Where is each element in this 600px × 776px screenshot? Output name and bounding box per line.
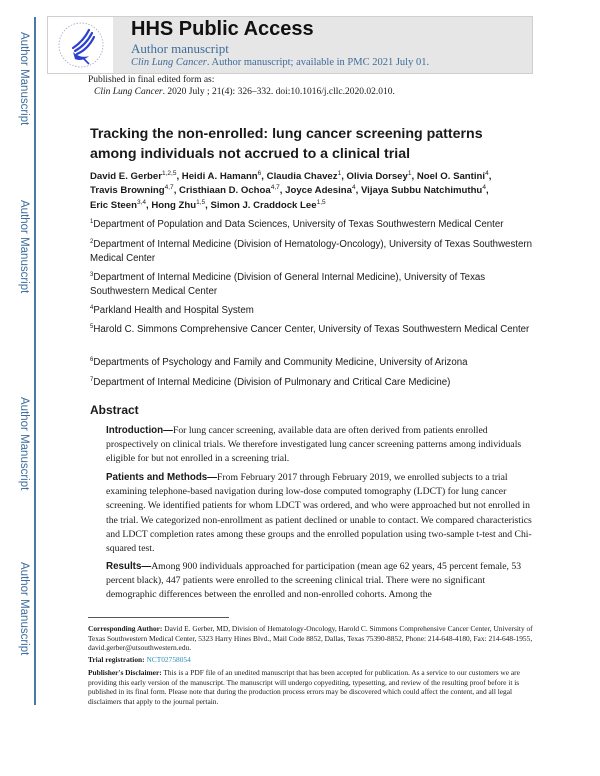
header-subtitle: Author manuscript	[131, 41, 229, 56]
trial-registration-link[interactable]: NCT02758054	[146, 655, 191, 664]
affiliation: $^2$Department of Internal Medicine (Division of Hematology-Oncology), University of Texas Southwestern Medical Center	[90, 239, 532, 264]
footnote-divider	[88, 617, 229, 618]
affiliation: $^1$Department of Population and Data Sciences, University of Texas Southwestern Medical Center	[90, 219, 504, 230]
corresponding-author: Corresponding Author: David E. Gerber, MD, Division of Hematology-Oncology, Harold C. Simmons Comprehensive Cancer Center, University of Texas Southwestern Medical Center, 5323 Harry Hines Blvd., Mail Code 8852, Dallas, Texas 75390-8852, Phone: 214-648-4180, Fax: 214-648-1955, david.gerber@utsouthwestern.edu.	[88, 624, 533, 653]
author: Hong Zhu	[151, 199, 197, 211]
affiliation: $^7$Department of Internal Medicine (Division of Pulmonary and Critical Care Medicine)	[90, 377, 451, 388]
affiliation: $^5$Harold C. Simmons Comprehensive Cancer Center, University of Texas Southwestern Medical Center	[90, 324, 530, 335]
publisher-disclaimer: Publisher's Disclaimer: This is a PDF file of an unedited manuscript that has been accepted for publication. As a service to our customers we are providing this early version of the manuscript. The manuscript will undergo copyediting, typesetting, and review of the resulting proof before it is published in its final form. Please note that during the production process errors may be discovered which could affect the content, and all legal disclaimers that apply to the journal pertain.	[88, 668, 520, 706]
abstract-heading: Abstract	[90, 403, 139, 417]
author: Eric Steen	[90, 199, 137, 211]
author: Olivia Dorsey	[346, 171, 408, 182]
abstract-patients-methods: Patients and Methods—From February 2017 through February 2019, we enrolled subjects to a trial examining telephone-based navigation during low-dose computed tomography (LDCT) for lung cancer screening. We identified patients for whom LDCT was ordered, and who were approached but not enrolled in the trial. We categorized non-enrollment as patient declined or unable to contact. We compared characteristics and LDCT completion rates among these groups and the enrolled population using two-sample t-test and Chi-squared test.	[106, 472, 532, 555]
author: David E. Gerber	[90, 171, 162, 182]
author: Joyce Adesina	[285, 185, 352, 197]
author: Claudia Chavez	[266, 171, 338, 182]
affiliation: $^3$Department of Internal Medicine (Division of General Internal Medicine), University of Texas Southwestern Medical Center	[90, 272, 486, 297]
sidebar-divider	[34, 17, 36, 705]
sidebar-label-author-manuscript: Author Manuscript	[18, 397, 30, 491]
affiliation: $^4$Parkland Health and Hospital System	[90, 305, 254, 316]
hhs-eagle-seal-icon	[49, 18, 113, 72]
abstract-results: Results—Among 900 individuals approached for participation (mean age 62 years, 45 percent female, 53 percent black), 447 patients were enrolled to the screening clinical trial. There were no significant demographic differences between the enrolled and non-enrolled cohorts. Among the	[106, 561, 522, 601]
sidebar-label-author-manuscript: Author Manuscript	[18, 562, 30, 656]
abstract-introduction: Introduction—For lung cancer screening, available data are often derived from patients enrolled prospectively on clinical trials. We therefore investigated lung cancer screening patterns among individuals eligible for but not enrolled in a screening trial.	[106, 425, 522, 465]
citation: Clin Lung Cancer. 2020 July ; 21(4): 326–332. doi:10.1016/j.cllc.2020.02.010.	[94, 87, 395, 97]
author: Travis Browning	[90, 185, 165, 197]
author: Simon J. Craddock Lee	[210, 199, 317, 211]
header-title: HHS Public Access	[131, 18, 314, 40]
header-info-panel	[113, 17, 532, 73]
author: Cristhiaan D. Ochoa	[179, 185, 271, 197]
hhs-header-banner	[47, 16, 533, 74]
author-list: David E. Gerber$^{1,2,5}$, Heidi A. Hamann$^6$, Claudia Chavez$^1$, Olivia Dorsey$^1$, Noel O. Santini$^4$, Travis Browning$^{4,7}$, Cristhiaan D. Ochoa$^{4,7}$, Joyce Adesina$^4$, Vijaya Subbu Natchimuthu$^4$, Eric Steen$^{3,4}$, Hong Zhu$^{1,5}$, Simon J. Craddock Lee$^{1,5}$	[90, 170, 492, 211]
article-title: Tracking the non-enrolled: lung cancer screening patterns among individuals not accrued to a clinical trial	[90, 126, 483, 162]
author: Heidi A. Hamann	[181, 171, 258, 182]
affiliation: $^6$Departments of Psychology and Family and Community Medicine, University of Arizona	[90, 357, 468, 368]
sidebar-label-author-manuscript: Author Manuscript	[18, 200, 30, 294]
author: Vijaya Subbu Natchimuthu	[360, 185, 483, 197]
sidebar-label-author-manuscript: Author Manuscript	[18, 32, 30, 126]
published-label: Published in final edited form as:	[88, 75, 215, 85]
trial-registration: Trial registration: NCT02758054	[88, 655, 191, 664]
author: Noel O. Santini	[416, 171, 486, 182]
header-availability: Clin Lung Cancer. Author manuscript; available in PMC 2021 July 01.	[131, 57, 430, 68]
